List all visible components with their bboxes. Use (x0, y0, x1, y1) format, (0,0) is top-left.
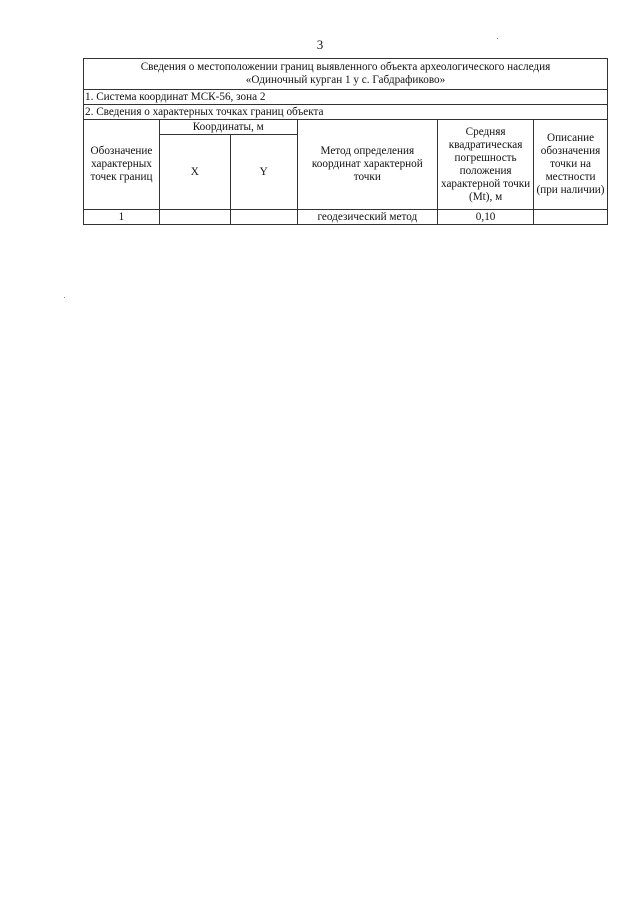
cell-method: геодезический метод (297, 210, 438, 225)
characteristic-points-row: 2. Сведения о характерных точках границ объекта (84, 105, 608, 120)
table-title-line1: Сведения о местоположении границ выявленного объекта археологического наследия (140, 61, 551, 73)
scan-speck (64, 297, 65, 298)
table-row (84, 210, 608, 225)
boundary-table (83, 58, 608, 225)
header-y: Y (230, 135, 297, 210)
cell-y (230, 210, 297, 225)
cell-designation: 1 (84, 210, 160, 225)
header-coordinates: Координаты, м (159, 120, 297, 135)
header-description: Описание обозначения точки на местности (при наличии) (534, 120, 608, 210)
coordinate-system-row: 1. Система координат МСК-56, зона 2 (84, 90, 608, 105)
cell-x (159, 210, 230, 225)
scan-speck (497, 38, 498, 39)
page-number: 3 (316, 37, 324, 52)
header-designation: Обозначение характерных точек границ (84, 120, 160, 210)
cell-error: 0,10 (438, 210, 534, 225)
header-method: Метод определения координат характерной точки (297, 120, 438, 210)
header-error: Средняя квадратическая погрешность положения характерной точки (Mt), м (438, 120, 534, 210)
table-title-line2: «Одиночный курган 1 у с. Габдрафиково» (245, 74, 446, 86)
cell-description (534, 210, 608, 225)
table-title (84, 59, 608, 90)
header-x: X (159, 135, 230, 210)
